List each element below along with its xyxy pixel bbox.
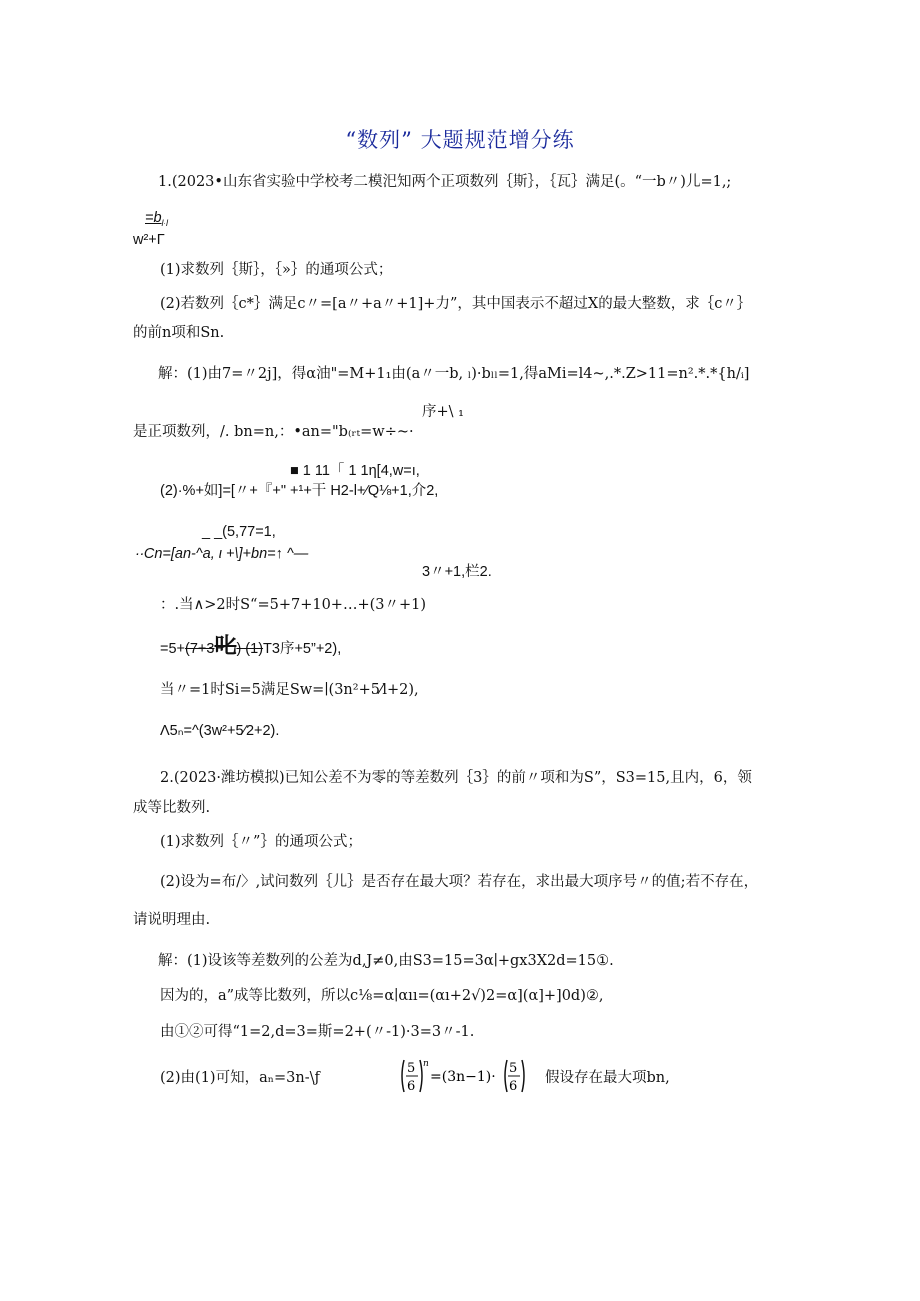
q1-bll: =b — [145, 210, 162, 226]
sol1-line-4: ■ 1 11「 1 1η[4,w=ı, — [290, 463, 420, 479]
q1-heading: 1.(2023•山东省实验中学校考二模汜知两个正项数列｛斯｝，｛瓦｝满足(。“一b〃)儿=1,; — [158, 174, 732, 190]
sol1-line-10-e: T3序+5”+2), — [263, 641, 342, 657]
sol1-line-10-a: =5+ — [160, 641, 185, 657]
sol2-line-3: 由①②可得“1=2,d=3=斯=2+(〃-1)·3=3〃-1. — [160, 1024, 475, 1040]
sol1-line-10-strike: (7+3 — [185, 641, 215, 657]
sol1-line-1: 解：(1)由7=〃2j]，得α油"=M+1₁由(a〃一b, ₗ)·bₗₗ=1,得aMi=l4~,.*.Z>11=n².*.*{h/ᵢ] — [158, 366, 750, 382]
q2-heading: 2.(2023·潍坊模拟)已知公差不为零的等差数列｛3｝的前〃项和为S”，S3=15,且内，6，领 — [160, 770, 752, 786]
q1-part2-cont: 的前n项和Sn. — [133, 325, 225, 341]
q2-part1: (1)求数列｛〃”｝的通项公式； — [160, 834, 362, 850]
page-title: “数列” 大题规范增分练 — [345, 128, 575, 152]
sol2-line-4-cont: 假设存在最大项bn, — [545, 1070, 670, 1086]
sol1-line-9: ：.当∧>2时S“=5+7+10+…+(3〃+1) — [160, 597, 427, 613]
q1-bll-sub: l l — [161, 217, 169, 228]
formula-denominator: 6 — [407, 1079, 416, 1094]
sol1-line-8: 3〃+1,栏2. — [422, 564, 492, 580]
sol2-line-4: (2)由(1)可知，aₙ=3n-\ƒ — [160, 1070, 320, 1086]
sol2-line-1: 解：(1)设该等差数列的公差为d,J≠0,由S3=15=3α∣+gx3X2d=15①. — [158, 953, 614, 969]
sol1-line-7: ·∙Cn=[an-^a, ι +\]+bn=↑ ^— — [135, 546, 309, 562]
formula-exponent: n — [423, 1059, 429, 1069]
formula-image — [400, 1056, 530, 1096]
q2-heading-cont: 成等比数列. — [133, 800, 211, 816]
q1-fragment-w2: w²+Γ — [133, 232, 165, 248]
sol1-line-5: (2)·%+如]=[〃+『+" +¹+干 H2-l+⁄Q⅛+1,介2, — [160, 483, 439, 499]
formula-numerator: 5 — [407, 1061, 416, 1076]
sol1-line-2: 序+\ ₁ — [422, 404, 464, 420]
sol1-line-6: _ _(5,77=1, — [202, 524, 276, 540]
q1-part1: (1)求数列｛斯｝，｛»｝的通项公式； — [160, 262, 393, 278]
formula-denominator-2: 6 — [509, 1079, 518, 1094]
q2-part2-cont: 请说明理由. — [133, 912, 211, 928]
formula-equation: =(3n−1)· — [430, 1069, 496, 1085]
formula-numerator-2: 5 — [509, 1061, 518, 1076]
sol1-line-11: 当〃=1时Si=5满足Sw=∣(3n²+5⁄l+2), — [160, 682, 419, 698]
q2-part2: (2)设为=布/〉,试问数列｛儿｝是否存在最大项？若存在，求出最大项序号〃的值;若不存在， — [160, 874, 759, 890]
sol2-line-2: 因为的，a”成等比数列，所以c⅛=α∣αıı=(αı+2√)2=α](α]+]0d)②, — [160, 988, 604, 1004]
q1-part2: (2)若数列｛c*｝满足c〃=[a〃+a〃+1]+力”，其中国表示不超过X的最大整数，求｛c〃｝ — [160, 296, 752, 312]
sol1-line-3: 是正项数列，/. bn=n,：•an="b₍ᵣₜ=w÷~· — [133, 424, 414, 440]
sol1-line-10 — [160, 633, 342, 659]
sol1-line-10-strike-2: ) (1) — [236, 641, 264, 657]
sol1-line-12: Λ5ₙ=^(3w²+5⁄2+2). — [160, 723, 280, 739]
sol1-line-10-big: 叱 — [214, 633, 237, 658]
